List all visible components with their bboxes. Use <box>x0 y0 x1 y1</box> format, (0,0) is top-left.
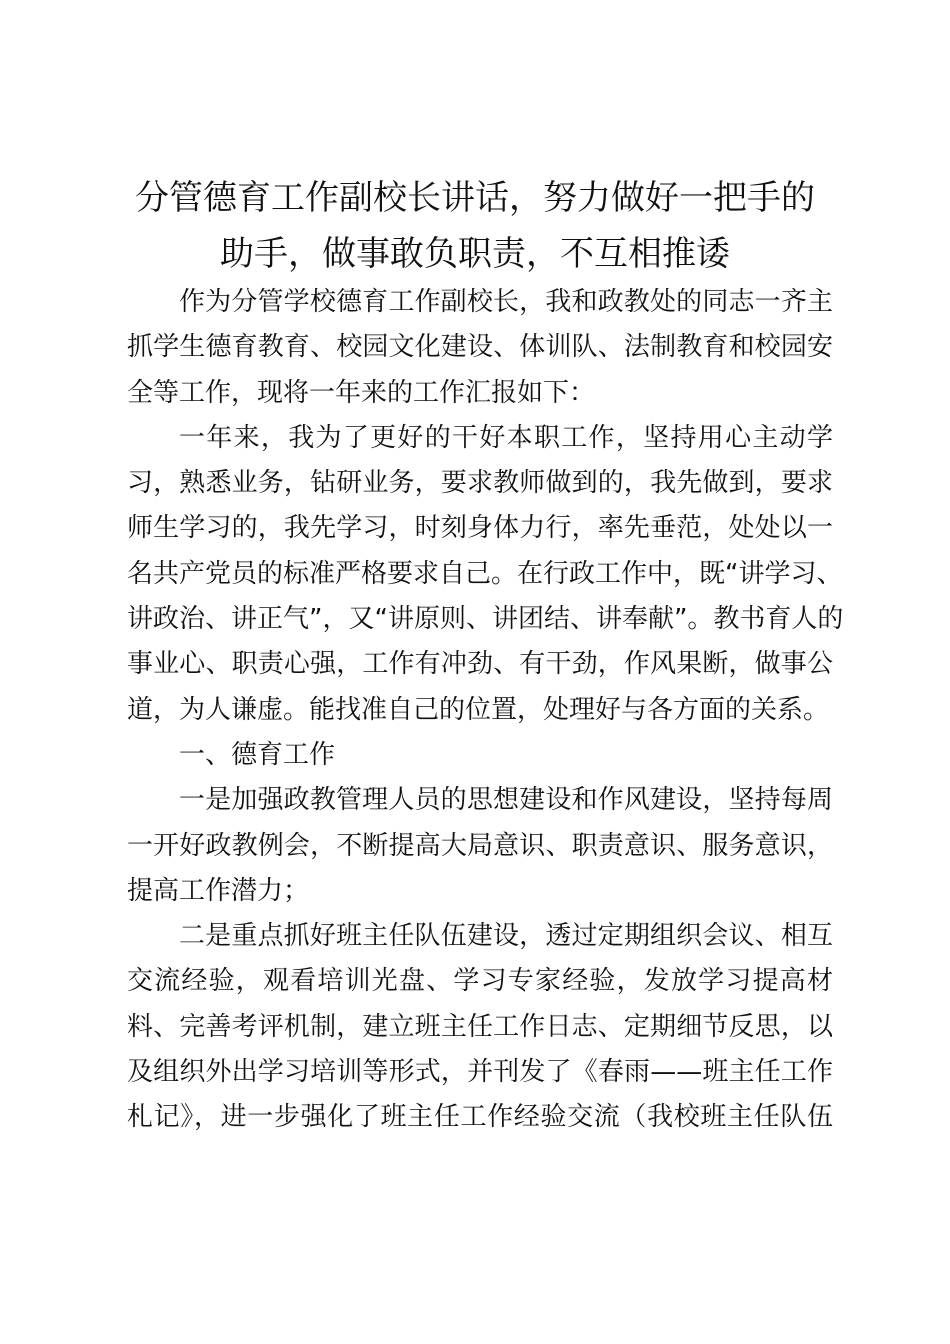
document-title <box>118 170 832 282</box>
text-line: 讲政治、讲正气”，又“讲原则、讲团结、讲奉献”。教书育人的 <box>127 604 844 635</box>
text-line: 料、完善考评机制，建立班主任工作日志、定期细节反思，以 <box>127 1011 833 1042</box>
text-line: 札记》，进一步强化了班主任工作经验交流（我校班主任队伍 <box>127 1102 833 1133</box>
text-line: 师生学习的，我先学习，时刻身体力行，率先垂范，处处以一 <box>127 513 833 544</box>
text-line: 道，为人谦虚。能找准自己的位置，处理好与各方面的关系。 <box>127 694 830 725</box>
text-line: 提高工作潜力； <box>127 875 310 906</box>
paragraph-point-one <box>127 778 833 914</box>
text-line: 事业心、职责心强，工作有冲劲、有干劲，作风果断，做事公 <box>127 649 833 680</box>
text-line: 二是重点抓好班主任队伍建设，透过定期组织会议、相互 <box>179 921 833 952</box>
title-line: 助手，做事敢负职责，不互相推诿 <box>220 234 730 274</box>
paragraph-summary <box>127 416 844 733</box>
document-body <box>127 280 844 1141</box>
text-line: 抓学生德育教育、校园文化建设、体训队、法制教育和校园安 <box>127 332 833 363</box>
text-line: 交流经验，观看培训光盘、学习专家经验，发放学习提高材 <box>127 966 833 997</box>
text-line: 及组织外出学习培训等形式，并刊发了《春雨——班主任工作 <box>127 1057 833 1088</box>
text-line: 一开好政教例会，不断提高大局意识、职责意识、服务意识， <box>127 830 833 861</box>
text-line: 一、德育工作 <box>179 739 336 770</box>
text-line: 名共产党员的标准严格要求自己。在行政工作中，既“讲学习、 <box>127 558 843 589</box>
title-line: 分管德育工作副校长讲话，努力做好一把手的 <box>135 178 815 218</box>
text-line: 全等工作，现将一年来的工作汇报如下： <box>127 377 596 408</box>
text-line: 一年来，我为了更好的干好本职工作，坚持用心主动学 <box>179 422 833 453</box>
text-line: 习，熟悉业务，钻研业务，要求教师做到的，我先做到，要求 <box>127 468 833 499</box>
text-line: 作为分管学校德育工作副校长，我和政教处的同志一齐主 <box>179 287 833 317</box>
paragraph-intro <box>127 280 833 416</box>
text-line: 一是加强政教管理人员的思想建设和作风建设，坚持每周 <box>179 785 833 816</box>
paragraph-point-two <box>127 914 833 1140</box>
section-heading <box>127 733 833 778</box>
